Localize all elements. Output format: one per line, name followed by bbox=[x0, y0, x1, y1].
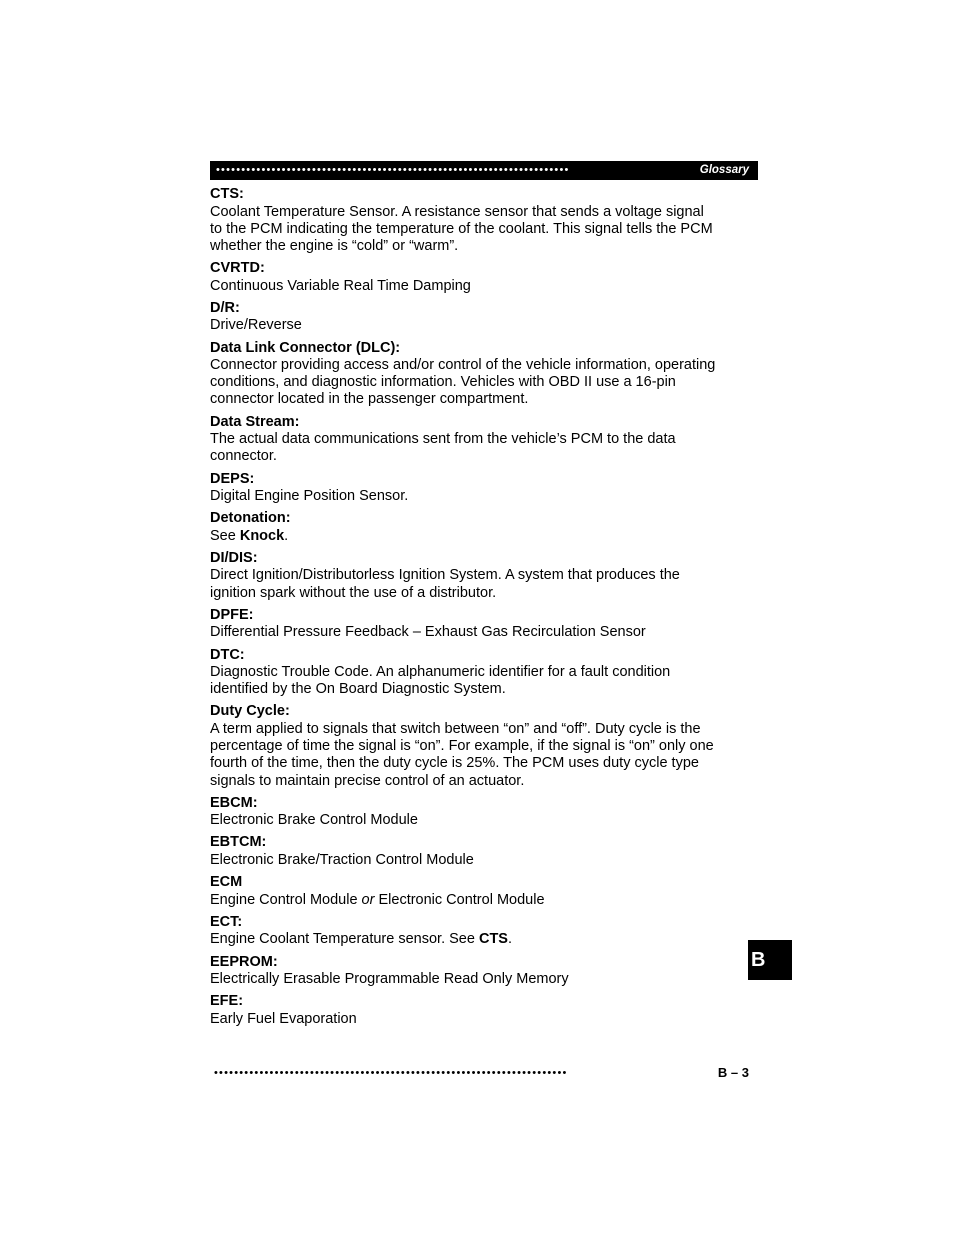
glossary-entry-ecm bbox=[210, 874, 755, 909]
definition-text: Engine Coolant Temperature sensor. See bbox=[210, 931, 479, 948]
glossary-definition: Electronic Brake/Traction Control Module bbox=[210, 851, 474, 868]
glossary-entry-efe bbox=[210, 993, 755, 1028]
glossary-entry-di-dis bbox=[210, 550, 755, 602]
page-number: B – 3 bbox=[717, 1065, 749, 1080]
glossary-term: ECT: bbox=[210, 913, 243, 930]
glossary-term: CTS: bbox=[210, 186, 244, 202]
glossary-definition: Electrically Erasable Programmable Read Only Memory bbox=[210, 971, 569, 988]
glossary-definition bbox=[210, 357, 755, 409]
glossary-term: Detonation: bbox=[210, 510, 291, 527]
glossary-entry-cts bbox=[210, 186, 755, 255]
glossary-definition: Differential Pressure Feedback – Exhaust Gas Recirculation Sensor bbox=[210, 624, 646, 641]
glossary-entry-ebtcm bbox=[210, 834, 755, 869]
page-footer bbox=[210, 1064, 758, 1082]
glossary-term: Duty Cycle: bbox=[210, 703, 290, 720]
definition-text: See bbox=[210, 527, 240, 544]
definition-line: conditions, and diagnostic information. Vehicles with OBD II use a 16-pin bbox=[210, 374, 676, 391]
glossary-definition: Early Fuel Evaporation bbox=[210, 1010, 357, 1027]
glossary-term: Data Link Connector (DLC): bbox=[210, 339, 401, 356]
glossary-definition: Continuous Variable Real Time Damping bbox=[210, 277, 471, 294]
footer-dot-leader: •••••••••••••••••••••••••••••••••••••••••••••••••••••••••••••••••••••• bbox=[214, 1067, 568, 1079]
glossary-definition bbox=[210, 931, 755, 948]
definition-line: signals to maintain precise control of an actuator. bbox=[210, 772, 525, 789]
glossary-term: DEPS: bbox=[210, 470, 255, 487]
glossary-definition: Electronic Brake Control Module bbox=[210, 812, 418, 829]
glossary-definition: Digital Engine Position Sensor. bbox=[210, 488, 409, 505]
glossary-term: EFE: bbox=[210, 993, 244, 1010]
glossary-entry-detonation bbox=[210, 510, 755, 545]
glossary-term: DTC: bbox=[210, 646, 245, 663]
header-dot-leader: •••••••••••••••••••••••••••••••••••••••••••••••••••••••••••••••••••••• bbox=[216, 164, 570, 176]
glossary-definition bbox=[210, 567, 755, 601]
definition-text: Engine Control Module bbox=[210, 891, 362, 908]
definition-line: A term applied to signals that switch between “on” and “off”. Duty cycle is the bbox=[210, 720, 701, 737]
glossary-list bbox=[210, 186, 755, 1033]
glossary-entry-dtc bbox=[210, 647, 755, 699]
definition-line: Diagnostic Trouble Code. An alphanumeric identifier for a fault condition bbox=[210, 664, 671, 681]
section-header-bar bbox=[210, 161, 758, 180]
definition-line: fourth of the time, then the duty cycle is 25%. The PCM uses duty cycle type bbox=[210, 755, 699, 772]
glossary-entry-dpfe bbox=[210, 607, 755, 642]
glossary-term: EBTCM: bbox=[210, 834, 267, 851]
definition-line: to the PCM indicating the temperature of the coolant. This signal tells the PCM bbox=[210, 220, 713, 237]
glossary-term: DI/DIS: bbox=[210, 549, 258, 566]
glossary-term: CVRTD: bbox=[210, 260, 265, 277]
glossary-definition bbox=[210, 892, 755, 909]
definition-line: connector. bbox=[210, 448, 277, 465]
cross-reference: CTS bbox=[478, 931, 508, 948]
glossary-entry-dlc bbox=[210, 340, 755, 409]
cross-reference: Knock bbox=[239, 527, 285, 544]
definition-emphasis: or bbox=[361, 891, 375, 908]
glossary-entry-duty-cycle bbox=[210, 703, 755, 789]
glossary-term: DPFE: bbox=[210, 606, 254, 623]
section-tab-marker: B bbox=[748, 940, 792, 980]
section-title: Glossary bbox=[699, 164, 749, 176]
glossary-entry-cvrtd bbox=[210, 260, 755, 295]
glossary-entry-data-stream bbox=[210, 414, 755, 466]
glossary-definition bbox=[210, 204, 755, 256]
definition-line: The actual data communications sent from the vehicle’s PCM to the data bbox=[210, 431, 676, 448]
definition-line: identified by the On Board Diagnostic System. bbox=[210, 681, 506, 698]
definition-line: ignition spark without the use of a distributor. bbox=[210, 584, 497, 601]
glossary-definition: Drive/Reverse bbox=[210, 317, 302, 334]
definition-line: Connector providing access and/or control of the vehicle information, operating bbox=[210, 357, 716, 374]
glossary-entry-deps bbox=[210, 471, 755, 506]
definition-line: percentage of time the signal is “on”. For example, if the signal is “on” only one bbox=[210, 738, 714, 755]
glossary-definition bbox=[210, 721, 755, 790]
definition-line: connector located in the passenger compartment. bbox=[210, 391, 529, 408]
definition-text: . bbox=[507, 931, 512, 948]
glossary-entry-dr bbox=[210, 300, 755, 335]
definition-line: whether the engine is “cold” or “warm”. bbox=[210, 237, 459, 254]
glossary-term: ECM bbox=[210, 874, 243, 891]
glossary-term: Data Stream: bbox=[210, 413, 300, 430]
definition-line: Direct Ignition/Distributorless Ignition System. A system that produces the bbox=[210, 567, 680, 584]
glossary-definition bbox=[210, 431, 755, 465]
glossary-entry-ect bbox=[210, 914, 755, 949]
glossary-definition bbox=[210, 664, 755, 698]
glossary-definition bbox=[210, 528, 755, 545]
glossary-entry-eeprom bbox=[210, 954, 755, 989]
glossary-term: EEPROM: bbox=[210, 953, 278, 970]
definition-text: . bbox=[284, 527, 289, 544]
definition-text: Electronic Control Module bbox=[374, 891, 545, 908]
glossary-entry-ebcm bbox=[210, 795, 755, 830]
glossary-term: EBCM: bbox=[210, 794, 258, 811]
glossary-term: D/R: bbox=[210, 299, 240, 316]
definition-line: Coolant Temperature Sensor. A resistance sensor that sends a voltage signal bbox=[210, 203, 704, 220]
